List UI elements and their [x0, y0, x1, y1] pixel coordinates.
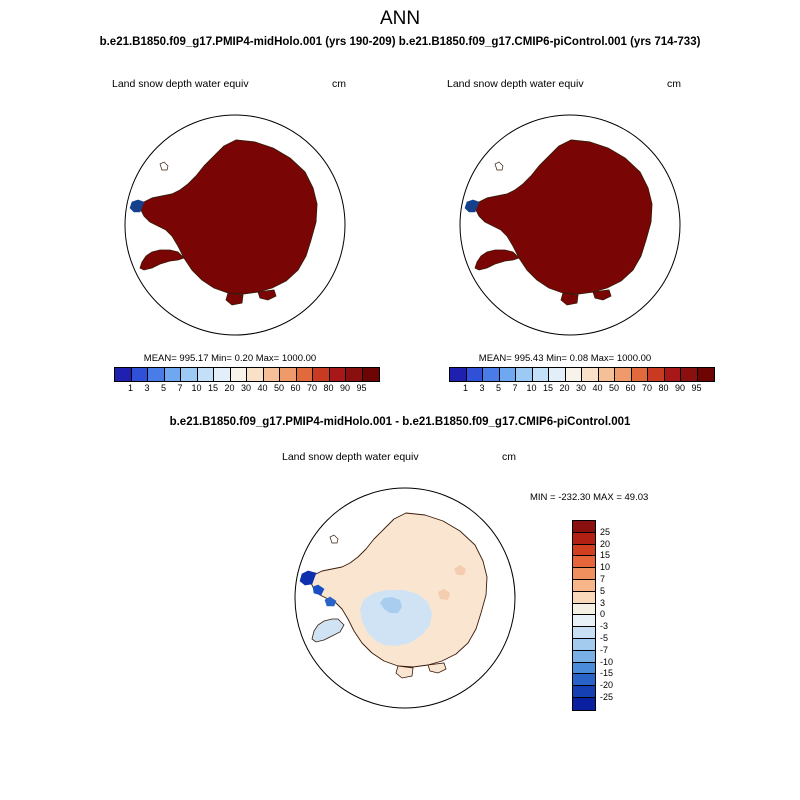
colorbar-cell [264, 368, 281, 381]
colorbar-tick: 20 [559, 383, 570, 393]
colorbar-tick: 80 [323, 383, 334, 393]
colorbar-tick: 15 [600, 550, 611, 561]
colorbar-tick: 20 [224, 383, 235, 393]
panel-left-stats: MEAN= 995.17 Min= 0.20 Max= 1000.00 [143, 353, 317, 364]
colorbar-tick: 7 [512, 383, 518, 393]
colorbar-tick: 5 [600, 585, 606, 596]
colorbar-tick: 1 [462, 383, 469, 393]
colorbar-tick: 15 [207, 383, 219, 393]
colorbar-tick: -20 [600, 680, 614, 691]
panel-left [100, 70, 360, 400]
panel-right [435, 70, 695, 400]
colorbar-tick: -25 [600, 692, 614, 702]
colorbar-cell [573, 674, 595, 686]
panel-right-units-label: cm [667, 78, 681, 90]
colorbar-cell [330, 368, 347, 381]
colorbar-cell [165, 368, 182, 381]
colorbar-cell [681, 368, 698, 381]
panel-left-units-label: cm [332, 78, 346, 90]
colorbar-cell [648, 368, 665, 381]
colorbar-cell [148, 368, 165, 381]
colorbar-tick: -7 [600, 644, 609, 655]
colorbar-left [114, 367, 380, 382]
colorbar-tick: 25 [600, 526, 611, 537]
colorbar-cell [632, 368, 649, 381]
panel-right-stats: MEAN= 995.43 Min= 0.08 Max= 1000.00 [478, 353, 652, 364]
panel-left-map [110, 100, 360, 350]
colorbar-tick: 10 [526, 383, 537, 393]
case-subtitle: b.e21.B1850.f09_g17.PMIP4-midHolo.001 (yrs 190-209) b.e21.B1850.f09_g17.CMIP6-piControl.001 (yrs 714-733) [99, 36, 701, 48]
colorbar-tick: 5 [160, 383, 167, 393]
colorbar-tick: -3 [600, 621, 609, 632]
difference-title: b.e21.B1850.f09_g17.PMIP4-midHolo.001 - b.e21.B1850.f09_g17.CMIP6-piControl.001 [169, 416, 631, 428]
antarctica-map-left [110, 100, 360, 350]
colorbar-right [449, 367, 715, 382]
colorbar-cell [450, 368, 467, 381]
colorbar-tick: 60 [290, 383, 301, 393]
colorbar-tick: -5 [600, 633, 609, 643]
colorbar-tick: 90 [674, 383, 686, 393]
colorbar-cell [573, 651, 595, 663]
colorbar-tick: 10 [191, 383, 202, 393]
colorbar-cell [573, 627, 595, 639]
antarctica-map-right [445, 100, 695, 350]
colorbar-tick: 3 [600, 597, 606, 608]
colorbar-tick: 90 [339, 383, 351, 393]
colorbar-cell [231, 368, 248, 381]
colorbar-tick: 20 [600, 538, 611, 549]
panel-diff-map [280, 473, 530, 723]
colorbar-tick: -10 [600, 656, 614, 667]
colorbar-tick: 50 [273, 383, 285, 393]
colorbar-cell [698, 368, 715, 381]
colorbar-tick: 60 [625, 383, 636, 393]
page-title: ANN [379, 8, 421, 29]
panel-left-variable-label: Land snow depth water equiv [112, 78, 249, 90]
colorbar-cell [280, 368, 297, 381]
colorbar-difference-ticks [600, 520, 630, 710]
colorbar-cell [665, 368, 682, 381]
colorbar-cell [500, 368, 517, 381]
colorbar-cell [573, 698, 595, 710]
colorbar-cell [214, 368, 231, 381]
colorbar-left-ticks [114, 383, 378, 395]
colorbar-cell [566, 368, 583, 381]
colorbar-cell [599, 368, 616, 381]
colorbar-tick: 70 [306, 383, 318, 393]
colorbar-tick: 95 [691, 383, 702, 393]
colorbar-tick: 30 [240, 383, 252, 393]
colorbar-tick: 0 [600, 609, 606, 620]
colorbar-tick: 40 [257, 383, 268, 393]
panel-right-map [445, 100, 695, 350]
colorbar-tick: -15 [600, 668, 614, 679]
colorbar-tick: 3 [144, 383, 150, 393]
colorbar-cell [297, 368, 314, 381]
colorbar-tick: 95 [356, 383, 367, 393]
colorbar-cell [516, 368, 533, 381]
colorbar-tick: 50 [608, 383, 620, 393]
colorbar-cell [549, 368, 566, 381]
colorbar-tick: 1 [127, 383, 134, 393]
panel-diff-units-label: cm [502, 451, 516, 463]
colorbar-cell [346, 368, 363, 381]
colorbar-cell [573, 580, 595, 592]
colorbar-tick: 10 [600, 562, 611, 573]
colorbar-cell [115, 368, 132, 381]
colorbar-tick: 5 [495, 383, 502, 393]
colorbar-cell [132, 368, 149, 381]
colorbar-cell [313, 368, 330, 381]
colorbar-cell [573, 663, 595, 675]
colorbar-cell [573, 592, 595, 604]
panel-difference [270, 445, 530, 745]
colorbar-tick: 80 [658, 383, 669, 393]
antarctica-map-difference [280, 473, 530, 723]
colorbar-cell [573, 556, 595, 568]
colorbar-tick: 3 [479, 383, 485, 393]
panel-right-variable-label: Land snow depth water equiv [447, 78, 584, 90]
colorbar-cell [573, 604, 595, 616]
colorbar-cell [181, 368, 198, 381]
colorbar-difference [572, 520, 596, 711]
colorbar-cell [573, 686, 595, 698]
colorbar-cell [533, 368, 550, 381]
colorbar-tick: 30 [575, 383, 587, 393]
colorbar-tick: 40 [592, 383, 603, 393]
colorbar-right-ticks [449, 383, 713, 395]
colorbar-cell [198, 368, 215, 381]
colorbar-cell [467, 368, 484, 381]
colorbar-cell [483, 368, 500, 381]
colorbar-cell [573, 545, 595, 557]
colorbar-cell [363, 368, 380, 381]
panel-diff-variable-label: Land snow depth water equiv [282, 451, 419, 463]
colorbar-tick: 15 [542, 383, 554, 393]
colorbar-cell [573, 639, 595, 651]
panel-diff-stats: MIN = -232.30 MAX = 49.03 [530, 492, 649, 503]
colorbar-cell [573, 615, 595, 627]
colorbar-tick: 70 [641, 383, 653, 393]
colorbar-cell [615, 368, 632, 381]
colorbar-cell [573, 521, 595, 533]
colorbar-cell [573, 568, 595, 580]
colorbar-cell [247, 368, 264, 381]
colorbar-tick: 7 [177, 383, 183, 393]
colorbar-tick: 7 [600, 574, 606, 584]
colorbar-cell [582, 368, 599, 381]
colorbar-cell [573, 533, 595, 545]
